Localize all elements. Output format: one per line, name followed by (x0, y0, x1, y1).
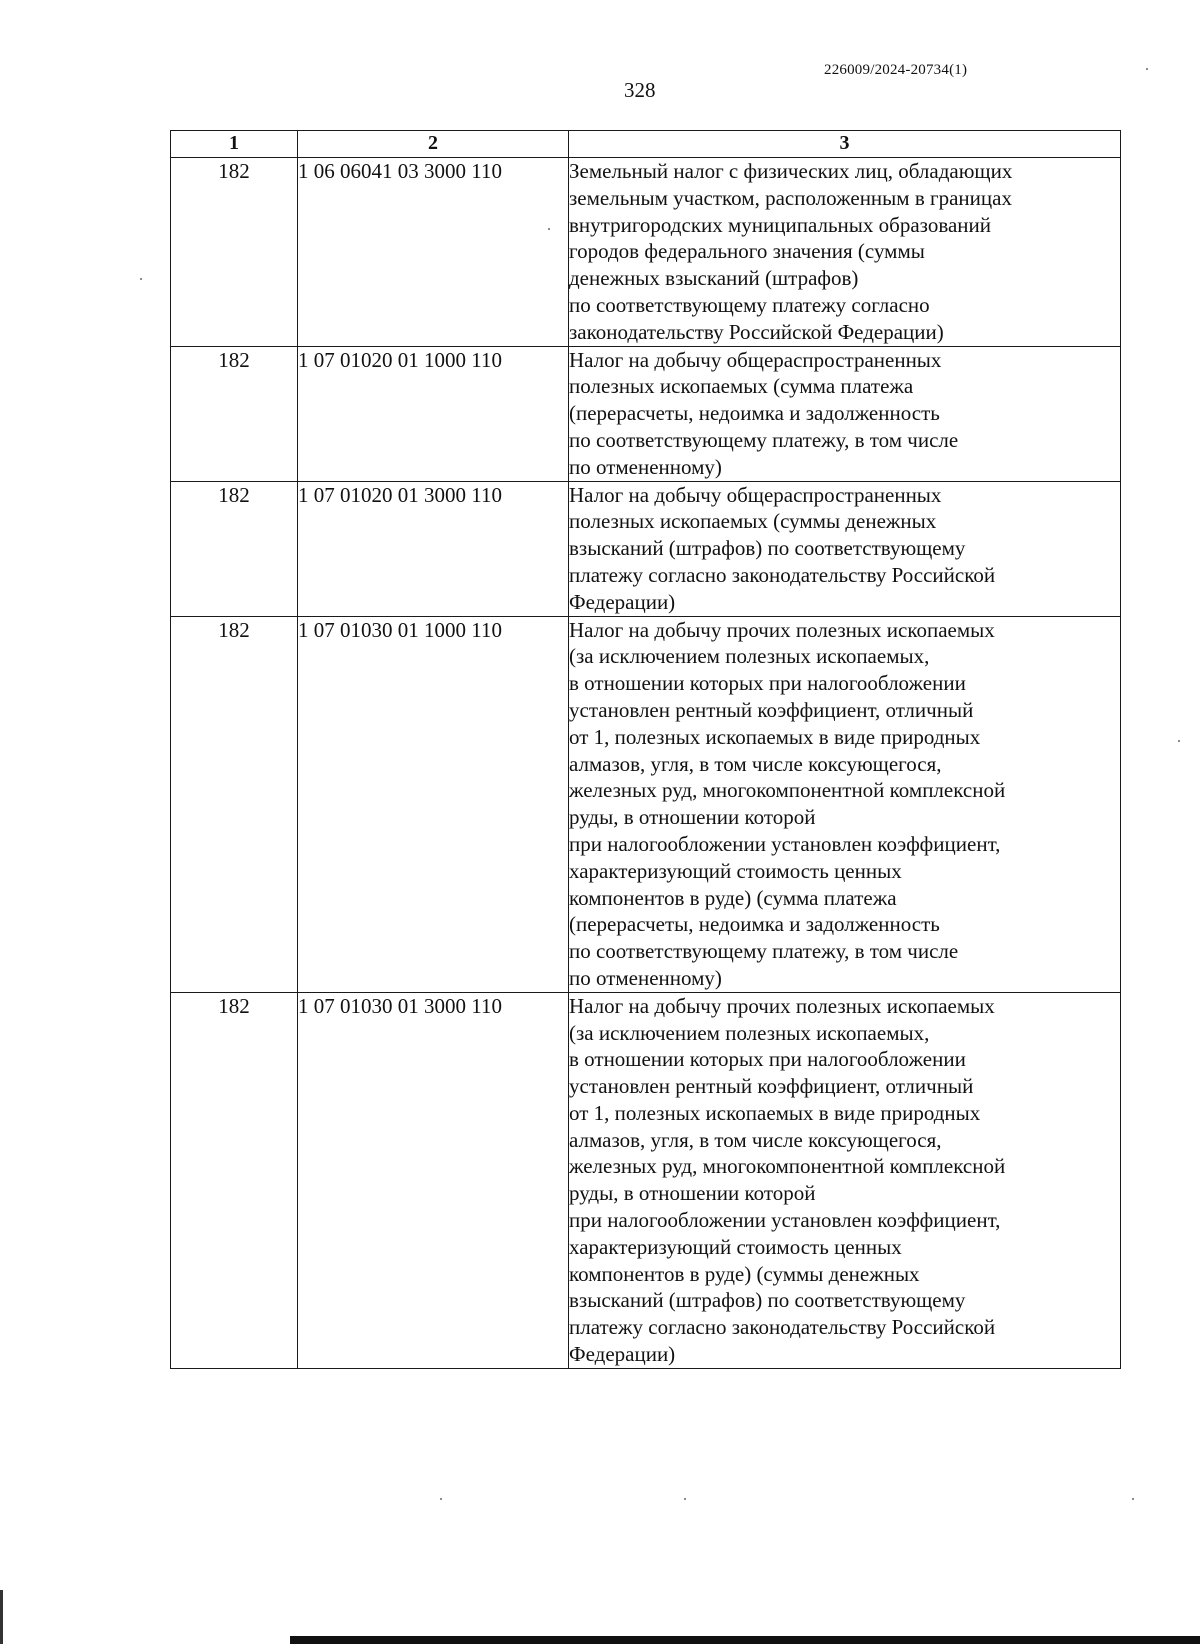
description-line: земельным участком, расположенным в границах (569, 185, 1012, 210)
column-header-1: 1 (171, 131, 298, 158)
scan-speck (1132, 1498, 1134, 1500)
description-line: взысканий (штрафов) по соответствующему (569, 536, 966, 561)
table-row (171, 616, 1121, 992)
description-line: по соответствующему платежу, в том числе (569, 939, 959, 964)
description-line: платежу согласно законодательству Российской (569, 562, 996, 587)
description-line: Налог на добычу прочих полезных ископаемых (569, 617, 995, 642)
description-line: Федерации) (569, 589, 676, 614)
description-line: Налог на добычу общераспространенных (569, 347, 942, 372)
description-line: Земельный налог с физических лиц, обладающих (569, 159, 1013, 183)
table-row (171, 481, 1121, 616)
revenue-classification-table-container (170, 130, 1120, 1369)
description-line: городов федерального значения (суммы (569, 239, 925, 264)
scan-speck (140, 278, 142, 280)
description-line: законодательству Российской Федерации) (569, 319, 944, 344)
description-line: в отношении которых при налогообложении (569, 671, 966, 696)
description-line: денежных взысканий (штрафов) (569, 266, 859, 291)
description-cell (569, 481, 1121, 616)
scan-speck (1146, 68, 1148, 70)
column-header-3: 3 (569, 131, 1121, 158)
description-line: характеризующий стоимость ценных (569, 858, 902, 883)
table-header-row (171, 131, 1121, 158)
scan-speck (684, 1498, 686, 1500)
table-row (171, 346, 1121, 481)
kbk-code-cell: 1 06 06041 03 3000 110 (298, 158, 569, 347)
description-line: при налогообложении установлен коэффициент, (569, 1208, 1001, 1233)
description-line: Федерации) (569, 1342, 676, 1367)
scan-speck (440, 1498, 442, 1500)
description-line: железных руд, многокомпонентной комплексной (569, 778, 1006, 803)
table-header (171, 131, 1121, 158)
scan-speck (1178, 740, 1180, 742)
description-line: руды, в отношении которой (569, 1181, 816, 1206)
description-line: характеризующий стоимость ценных (569, 1234, 902, 1259)
table-row (171, 158, 1121, 347)
scan-bottom-edge-shadow (290, 1636, 1200, 1644)
description-line: железных руд, многокомпонентной комплексной (569, 1154, 1006, 1179)
description-line: по соответствующему платежу, в том числе (569, 427, 959, 452)
kbk-code-cell: 1 07 01030 01 3000 110 (298, 992, 569, 1368)
kbk-code-cell: 1 07 01030 01 1000 110 (298, 616, 569, 992)
description-line: установлен рентный коэффициент, отличный (569, 1074, 974, 1099)
column-header-2: 2 (298, 131, 569, 158)
description-cell (569, 616, 1121, 992)
description-cell (569, 158, 1121, 347)
table-body (171, 158, 1121, 1369)
description-line: по отмененному) (569, 454, 722, 479)
scan-left-edge-shadow (0, 1590, 3, 1644)
scan-speck (548, 228, 550, 230)
description-line: (за исключением полезных ископаемых, (569, 1020, 930, 1045)
description-line: Налог на добычу общераспространенных (569, 482, 942, 507)
description-line: алмазов, угля, в том числе коксующегося, (569, 751, 942, 776)
description-line: установлен рентный коэффициент, отличный (569, 697, 974, 722)
description-line: (перерасчеты, недоимка и задолженность (569, 401, 940, 426)
description-line: внутригородских муниципальных образований (569, 212, 991, 237)
description-line: при налогообложении установлен коэффициент, (569, 831, 1001, 856)
description-line: компонентов в руде) (сумма платежа (569, 885, 897, 910)
description-line: от 1, полезных ископаемых в виде природных (569, 724, 981, 749)
document-registration-number: 226009/2024-20734(1) (824, 62, 968, 78)
admin-code-cell: 182 (171, 481, 298, 616)
admin-code-cell: 182 (171, 616, 298, 992)
description-line: по соответствующему платежу согласно (569, 292, 930, 317)
page-number: 328 (624, 78, 656, 102)
description-line: алмазов, угля, в том числе коксующегося, (569, 1127, 942, 1152)
description-cell (569, 346, 1121, 481)
description-line: по отмененному) (569, 965, 722, 990)
description-line: Налог на добычу прочих полезных ископаемых (569, 993, 995, 1018)
kbk-code-cell: 1 07 01020 01 3000 110 (298, 481, 569, 616)
description-cell (569, 992, 1121, 1368)
admin-code-cell: 182 (171, 992, 298, 1368)
revenue-classification-table (170, 130, 1121, 1369)
kbk-code-cell: 1 07 01020 01 1000 110 (298, 346, 569, 481)
description-line: руды, в отношении которой (569, 805, 816, 830)
admin-code-cell: 182 (171, 158, 298, 347)
admin-code-cell: 182 (171, 346, 298, 481)
description-line: полезных ископаемых (сумма платежа (569, 374, 914, 399)
description-line: (перерасчеты, недоимка и задолженность (569, 912, 940, 937)
description-line: (за исключением полезных ископаемых, (569, 644, 930, 669)
description-line: взысканий (штрафов) по соответствующему (569, 1288, 966, 1313)
description-line: платежу согласно законодательству Российской (569, 1315, 996, 1340)
description-line: компонентов в руде) (суммы денежных (569, 1261, 920, 1286)
description-line: от 1, полезных ископаемых в виде природных (569, 1100, 981, 1125)
description-line: полезных ископаемых (суммы денежных (569, 509, 937, 534)
table-row (171, 992, 1121, 1368)
description-line: в отношении которых при налогообложении (569, 1047, 966, 1072)
